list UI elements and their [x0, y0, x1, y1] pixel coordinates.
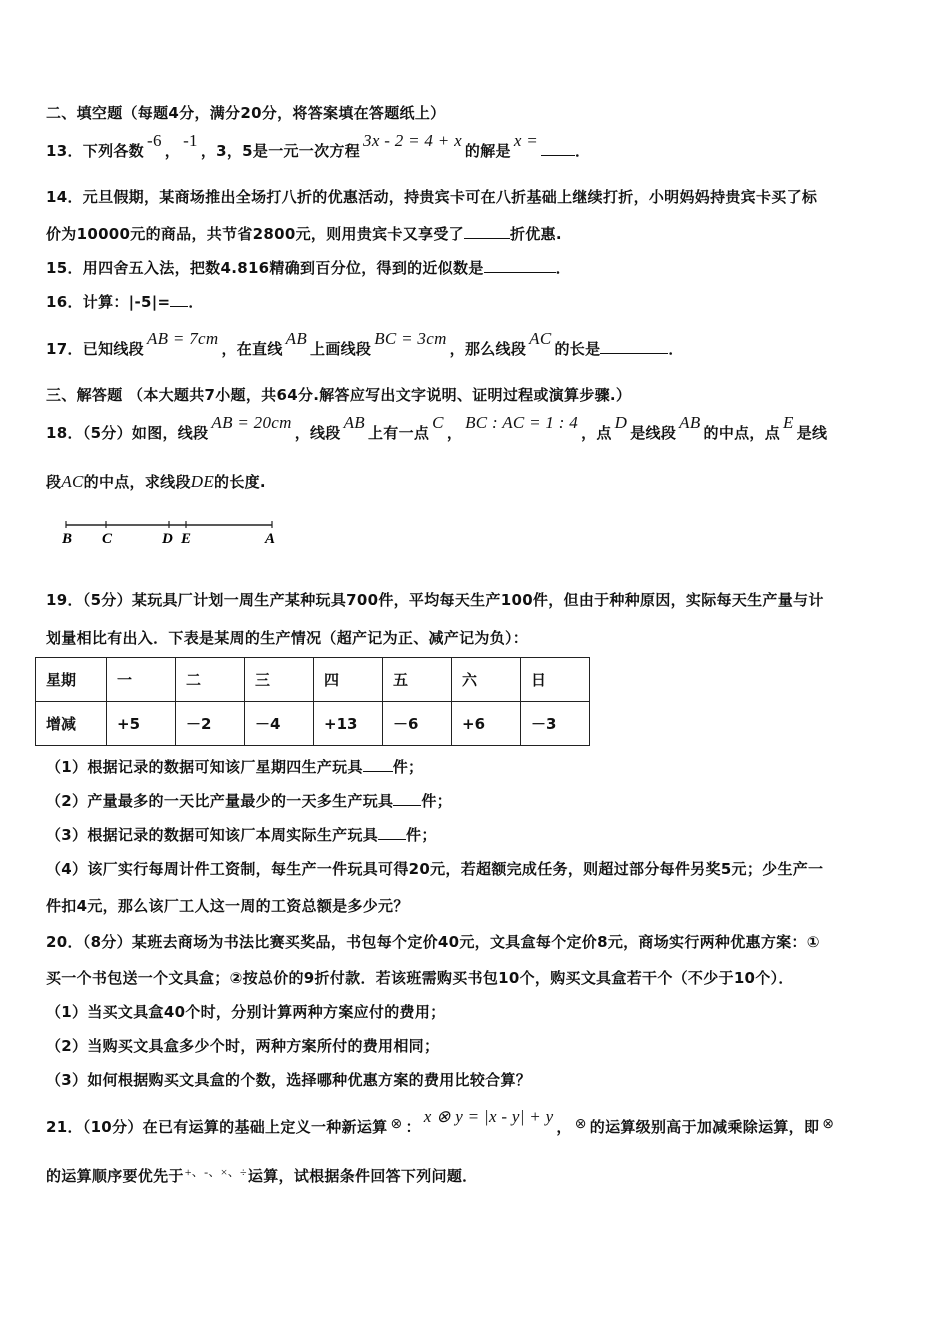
section-3-heading: 三、解答题 （本大题共7小题，共64分.解答应写出文字说明、证明过程或演算步骤.） [46, 386, 632, 404]
section-2-heading: 二、填空题（每题4分，满分20分，将答案填在答题纸上） [46, 104, 446, 122]
q21-line2-a: 的运算顺序要优先于 [46, 1167, 184, 1185]
table-cell: +13 [314, 702, 383, 746]
q15-end: ． [555, 259, 571, 277]
q16-end: ． [188, 293, 204, 311]
question-20-sub-1: （1）当买文具盒40个时，分别计算两种方案应付的费用； [46, 1003, 446, 1021]
label-d: D [162, 531, 173, 547]
q19-s2-blank [393, 791, 421, 806]
q18-a: 18．（5分）如图，线段 [46, 424, 209, 442]
table-cell: 星期 [36, 658, 107, 702]
q14-end: 折优惠. [509, 225, 562, 243]
q21-definition: x ⊗ y = |x - y| + y [423, 1107, 554, 1126]
q21-operators: +、-、×、÷ [184, 1165, 247, 1179]
question-19-sub-2 [46, 791, 904, 811]
q13-end: ． [575, 142, 591, 160]
question-21-line-2 [46, 1166, 904, 1187]
question-13 [46, 131, 904, 161]
q21-otimes-3: ⊗ [822, 1117, 835, 1132]
q18-math-4: BC : AC = 1 : 4 [465, 413, 579, 432]
q18-line2-c: 的长度. [214, 473, 266, 491]
q16-text: 16．计算：|-5|= [46, 293, 171, 311]
question-16 [46, 292, 904, 312]
question-14-line-2 [46, 224, 904, 244]
table-cell: 二 [176, 658, 245, 702]
q18-h: 是线 [796, 424, 828, 442]
question-20-sub-3: （3）如何根据购买文具盒的个数，选择哪种优惠方案的费用比较合算？ [46, 1071, 532, 1089]
question-18-line-1 [46, 413, 904, 443]
q17-math-4: AC [529, 329, 552, 348]
table-cell: 三 [245, 658, 314, 702]
q18-math-9: DE [190, 472, 215, 491]
q21-otimes-1: ⊗ [390, 1117, 403, 1132]
q18-math-5: D [614, 413, 628, 432]
q18-math-6: AB [679, 413, 701, 432]
table-cell: 五 [383, 658, 452, 702]
table-cell: －6 [383, 702, 452, 746]
question-20-line-1: 20．（8分）某班去商场为书法比赛买奖品，书包每个定价40元，文具盒每个定价8元，商场实行两种优惠方案：① [46, 933, 820, 951]
q14-text: 价为10000元的商品，共节省2800元，则用贵宾卡又享受了 [46, 225, 464, 243]
q21-otimes-2: ⊗ [574, 1117, 587, 1132]
question-17 [46, 329, 904, 359]
q21-d: 的运算级别高于加减乘除运算，即 [589, 1118, 820, 1136]
q13-tail: 的解是 [464, 142, 511, 160]
q19-s3-blank [378, 825, 406, 840]
question-20-sub-2: （2）当购买文具盒多少个时，两种方案所付的费用相同； [46, 1037, 440, 1055]
q13-equation: 3x - 2 = 4 + x [363, 131, 462, 150]
q13-prefix: 13．下列各数 [46, 142, 144, 160]
q13-text: ，3，5是一元一次方程 [200, 142, 361, 160]
q21-c: ， [556, 1118, 572, 1136]
segment-figure [62, 518, 282, 548]
q18-math-1: AB = 20cm [211, 413, 292, 432]
question-21-line-1 [46, 1107, 904, 1139]
q18-line2-b: 的中点，求线段 [83, 473, 191, 491]
question-19-sub-1 [46, 757, 904, 777]
label-b: B [62, 531, 73, 547]
table-cell: 一 [107, 658, 176, 702]
q19-s3-text: （3）根据记录的数据可知该厂本周实际生产玩具 [46, 826, 379, 844]
q19-s3-end: 件； [406, 826, 437, 844]
q18-math-7: E [783, 413, 794, 432]
q17-math-3: BC = 3cm [374, 329, 447, 348]
table-cell: 日 [521, 658, 590, 702]
table-cell: 四 [314, 658, 383, 702]
q13-x-equals: x = [513, 131, 538, 150]
table-cell: 六 [452, 658, 521, 702]
q16-answer-blank [170, 292, 188, 307]
question-19-line-2: 划量相比有出入．下表是某周的生产情况（超产记为正、减产记为负）： [46, 629, 529, 647]
q17-c: 上画线段 [310, 340, 372, 358]
q17-answer-blank [600, 339, 668, 354]
q19-s2-end: 件； [421, 792, 452, 810]
q19-s1-text: （1）根据记录的数据可知该厂星期四生产玩具 [46, 758, 363, 776]
q13-number-2: -1 [183, 131, 198, 150]
question-15 [46, 258, 904, 278]
question-19-sub-4-line-1: （4）该厂实行每周计件工资制，每生产一件玩具可得20元，若超额完成任务，则超过部分每件另奖5元；少生产一 [46, 860, 824, 878]
table-row [36, 702, 590, 746]
table-header-row [36, 658, 590, 702]
q21-a: 21．（10分）在已有运算的基础上定义一种新运算 [46, 1118, 388, 1136]
q17-math-1: AB = 7cm [146, 329, 219, 348]
q19-s1-end: 件； [392, 758, 424, 776]
q18-f: 是线段 [630, 424, 677, 442]
q17-end: ． [668, 340, 684, 358]
q17-d: ，那么线段 [449, 340, 527, 358]
q18-b: ，线段 [294, 424, 341, 442]
table-cell: +6 [452, 702, 521, 746]
q17-e: 的长是 [554, 340, 601, 358]
q18-math-8: AC [61, 472, 84, 491]
label-c: C [102, 531, 113, 547]
question-19-line-1: 19．（5分）某玩具厂计划一周生产某种玩具700件，平均每天生产100件，但由于种种原因，实际每天生产量与计 [46, 591, 824, 609]
q13-separator: ， [164, 142, 181, 160]
q18-e: ，点 [581, 424, 612, 442]
q17-b: ，在直线 [221, 340, 283, 358]
q18-math-3: C [432, 413, 444, 432]
table-cell: 增减 [36, 702, 107, 746]
q19-s1-blank [363, 757, 393, 772]
table-cell: +5 [107, 702, 176, 746]
question-18-line-2 [46, 472, 904, 492]
q18-c: 上有一点 [367, 424, 430, 442]
question-19-sub-4-line-2: 件扣4元，那么该厂工人这一周的工资总额是多少元？ [46, 897, 409, 915]
q18-math-2: AB [343, 413, 365, 432]
production-table [35, 657, 590, 746]
q19-s2-text: （2）产量最多的一天比产量最少的一天多生产玩具 [46, 792, 394, 810]
q18-g: 的中点，点 [703, 424, 781, 442]
q21-line2-b: 运算，试根据条件回答下列问题． [247, 1167, 478, 1185]
label-a: A [265, 531, 276, 547]
q14-answer-blank [464, 224, 510, 239]
q17-a: 17．已知线段 [46, 340, 144, 358]
q13-number-1: -6 [146, 131, 162, 150]
table-cell: －3 [521, 702, 590, 746]
q18-line2-a: 段 [46, 473, 62, 491]
question-20-line-2: 买一个书包送一个文具盒；②按总价的9折付款．若该班需购买书包10个，购买文具盒若干个（不少于10个）． [46, 969, 794, 987]
q18-d: ， [446, 424, 463, 442]
label-e: E [181, 531, 192, 547]
question-19-sub-3 [46, 825, 904, 845]
q21-b: ： [405, 1118, 421, 1136]
q15-answer-blank [484, 258, 556, 273]
q17-math-2: AB [285, 329, 308, 348]
q15-text: 15．用四舍五入法，把数4.816精确到百分位，得到的近似数是 [46, 259, 484, 277]
question-14-line-1: 14．元旦假期，某商场推出全场打八折的优惠活动，持贵宾卡可在八折基础上继续打折，小明妈妈持贵宾卡买了标 [46, 188, 818, 206]
q13-answer-blank [541, 141, 575, 156]
table-cell: －4 [245, 702, 314, 746]
table-cell: －2 [176, 702, 245, 746]
